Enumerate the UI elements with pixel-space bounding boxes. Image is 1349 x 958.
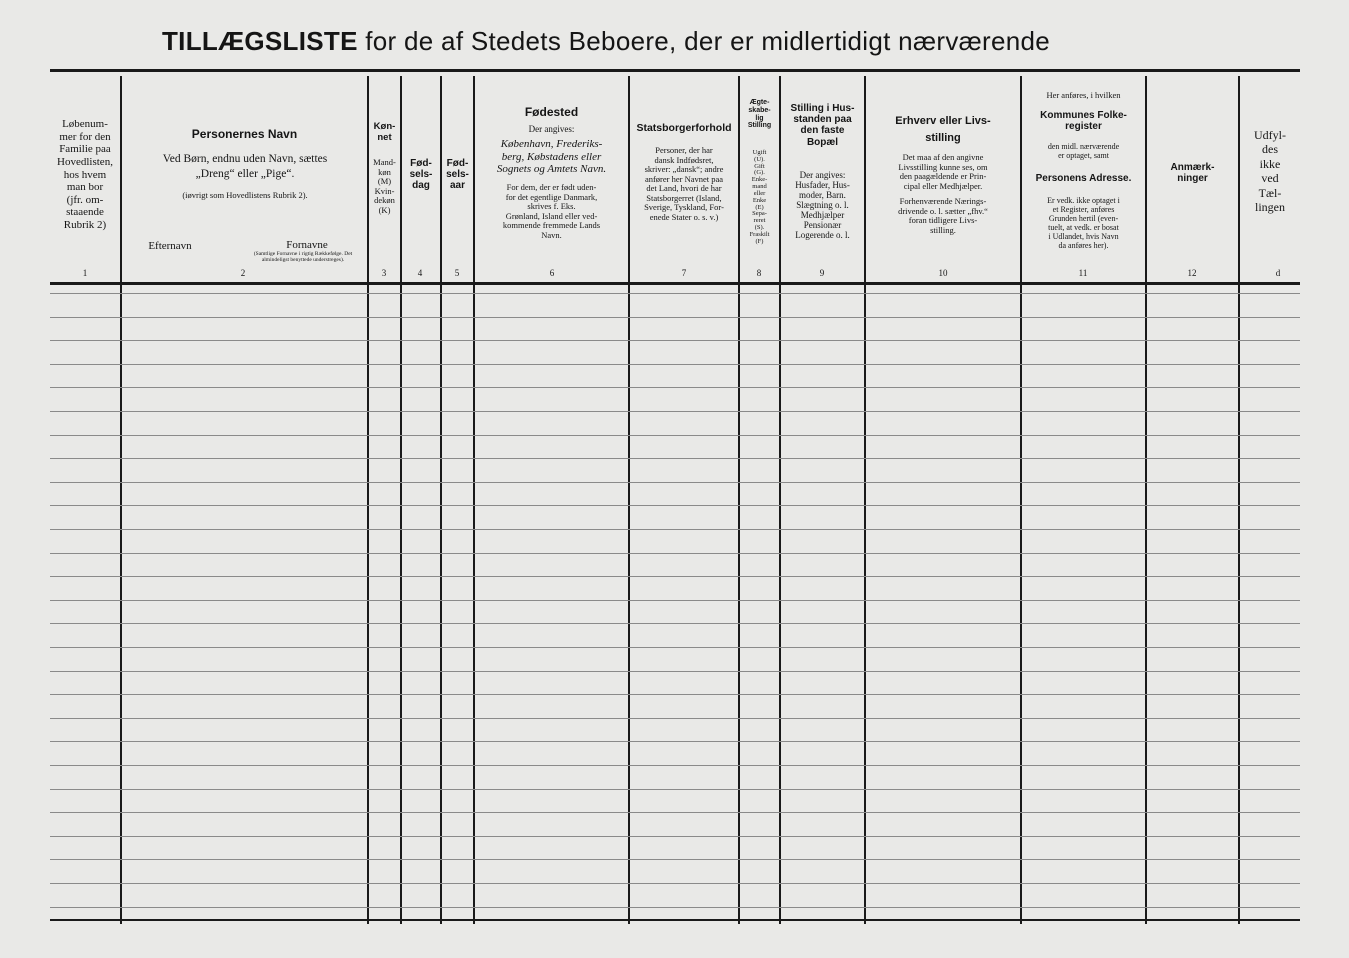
divider-5 — [473, 76, 475, 924]
column-11-note: Er vedk. ikke optaget i et Register, anføres Grunden hertil (even- tuelt, at vedk. er bosat i Udlandet, hvis Navn da anføres her). — [1047, 196, 1120, 250]
row-rule — [50, 883, 1300, 884]
row-rule — [50, 576, 1300, 577]
column-11-title-2: Personens Adresse. — [1035, 173, 1132, 184]
column-number-11: 11 — [1078, 268, 1088, 278]
row-rule — [50, 293, 1300, 294]
row-rule — [50, 458, 1300, 459]
column-6-places: København, Frederiks- berg, Købstadens eller Sognets og Amtets Navn. — [496, 138, 607, 176]
divider-1 — [120, 76, 122, 924]
column-6-title: Fødested — [524, 105, 579, 119]
row-rule — [50, 505, 1300, 506]
row-rule — [50, 859, 1300, 860]
column-number-d: d — [1275, 268, 1281, 278]
column-d-header: Udfyl- des ikke ved Tæl- lingen — [1254, 128, 1286, 214]
row-rule — [50, 836, 1300, 837]
column-number-1: 1 — [82, 268, 88, 278]
column-2-firstnames-note: (Samtlige Fornavne i rigtig Rækkefølge. Det almindeligst benyttede understreges). — [253, 251, 353, 264]
row-rule — [50, 600, 1300, 601]
row-rule — [50, 907, 1300, 908]
column-5-header: Fød- sels- aar — [446, 158, 469, 192]
row-rule — [50, 340, 1300, 341]
bottom-border — [50, 919, 1300, 921]
divider-11 — [1145, 76, 1147, 924]
column-number-2: 2 — [240, 268, 246, 278]
column-2-instruction: Ved Børn, endnu uden Navn, sættes „Dreng“ eller „Pige“. — [162, 153, 328, 180]
row-rule — [50, 718, 1300, 719]
column-number-5: 5 — [454, 268, 460, 278]
column-9-title: Stilling i Hus- standen paa den faste Bopæl — [790, 103, 855, 148]
column-7-instruction: Personer, der har dansk Indfødsret, skriver: „dansk“; andre anfører her Navnet paa det Land, hvori de har Statsborgerret (Island, Sverige, Tyskland, For- enede Stater o. s. v.) — [644, 145, 724, 222]
column-3-title: Køn- net — [373, 121, 396, 143]
row-rule — [50, 364, 1300, 365]
column-2-surname-label: Efternavn — [148, 240, 192, 252]
column-10-note: Forhenværende Nærings- drivende o. l. sætter „fhv.“ foran tidligere Livs- stilling. — [898, 196, 988, 235]
column-10-instruction: Det maa af den angivne Livsstilling kunne ses, om den paagældende er Prin- cipal eller Medhjælper. — [898, 152, 988, 191]
row-rule — [50, 647, 1300, 648]
column-1-header: Løbenum- mer for den Familie paa Hovedlisten, hos hvem man bor (jfr. om- staaende Rubrik 2) — [57, 118, 113, 232]
column-2-note: (iøvrigt som Hovedlistens Rubrik 2). — [182, 190, 308, 200]
column-10-title: Erhverv eller Livs- stilling — [895, 115, 991, 144]
row-rule — [50, 812, 1300, 813]
column-3-instruction: Mand- køn (M) Kvin- dekøn (K) — [373, 157, 396, 215]
column-2-title: Personernes Navn — [191, 127, 298, 141]
form-title — [162, 26, 1202, 57]
column-number-10: 10 — [938, 268, 948, 278]
divider-3 — [400, 76, 402, 924]
column-8-options: Ugift (U). Gift (G). Enke- mand eller Enke (E) Sepa- reret (S). Fraskilt (F) — [749, 149, 770, 245]
column-7-title: Statsborgerforhold — [636, 122, 732, 134]
column-11-pre: Her anføres, i hvilken — [1046, 90, 1121, 100]
row-rule — [50, 741, 1300, 742]
row-rule — [50, 789, 1300, 790]
column-number-8: 8 — [756, 268, 762, 278]
column-number-12: 12 — [1187, 268, 1197, 278]
row-rule — [50, 387, 1300, 388]
column-number-3: 3 — [381, 268, 387, 278]
title-lead: TILLÆGSLISTE — [162, 26, 358, 56]
header-bottom-border — [50, 282, 1300, 285]
column-12-header: Anmærk- ninger — [1170, 162, 1215, 185]
column-11-sub: den midl. nærværende er optaget, samt — [1047, 142, 1120, 160]
title-rest: for de af Stedets Beboere, der er midlertidigt nærværende — [365, 26, 1051, 56]
column-11-title: Kommunes Folke- register — [1040, 110, 1127, 133]
row-rule — [50, 317, 1300, 318]
column-4-header: Fød- sels- dag — [409, 158, 433, 192]
column-6-sub: Der angives: — [528, 124, 575, 134]
column-2-firstnames-label: Fornavne — [286, 239, 328, 251]
divider-4 — [440, 76, 442, 924]
row-rule — [50, 482, 1300, 483]
row-rule — [50, 694, 1300, 695]
top-border — [50, 69, 1300, 72]
column-number-6: 6 — [549, 268, 555, 278]
row-rule — [50, 529, 1300, 530]
column-number-4: 4 — [417, 268, 423, 278]
row-rule — [50, 623, 1300, 624]
row-rule — [50, 553, 1300, 554]
column-9-instruction: Der angives: Husfader, Hus- moder, Barn. Slægtning o. l. Medhjælper Pensionær Logerende o. l. — [795, 170, 850, 241]
column-number-7: 7 — [681, 268, 687, 278]
column-8-title: Ægte- skabe- lig Stilling — [747, 99, 772, 130]
row-rule — [50, 765, 1300, 766]
row-rule — [50, 671, 1300, 672]
column-number-9: 9 — [819, 268, 825, 278]
row-rule — [50, 411, 1300, 412]
row-rule — [50, 435, 1300, 436]
column-6-note: For dem, der er født uden- for det egentlige Danmark, skrives f. Eks. Grønland, Island eller ved- kommende fremmede Lands Navn. — [502, 182, 601, 240]
